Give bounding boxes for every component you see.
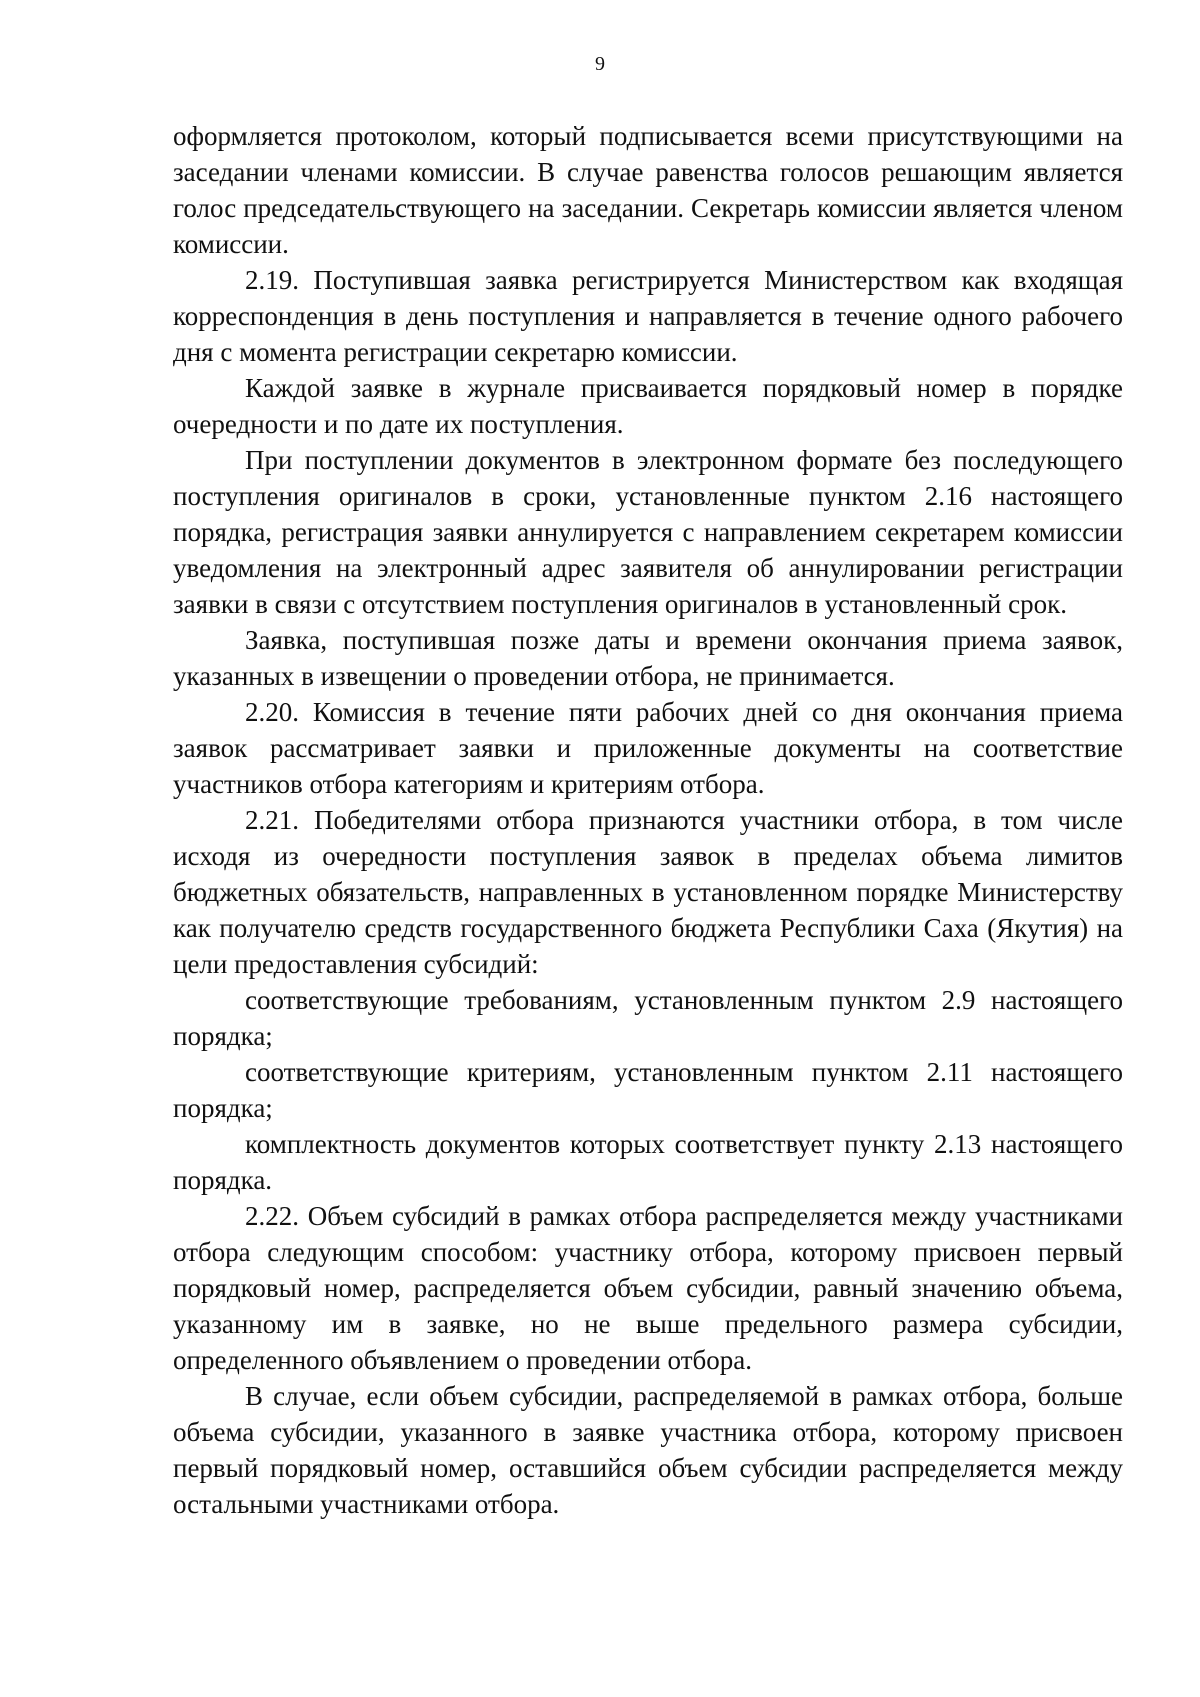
list-item-document-completeness: комплектность документов которых соответствует пункту 2.13 настоящего порядка.: [173, 1129, 1123, 1195]
list-item-criteria: соответствующие критериям, установленным пунктом 2.11 настоящего порядка;: [173, 1057, 1123, 1123]
paragraph-remaining-subsidy: В случае, если объем субсидии, распределяемой в рамках отбора, больше объема субсидии, указанного в заявке участника отбора, которому присвоен первый порядковый номер, оставшийся объем субсидии распределяется между остальными участниками отбора.: [173, 1381, 1123, 1519]
paragraph-clause-2-21: 2.21. Победителями отбора признаются участники отбора, в том числе исходя из очередности поступления заявок в пределах объема лимитов бюджетных обязательств, направленных в установленном порядке Министерству как получателю средств государственного бюджета Республики Саха (Якутия) на цели предоставления субсидий:: [173, 805, 1123, 979]
document-body: [173, 118, 1123, 1522]
page-number: 9: [595, 53, 605, 75]
paragraph-late-submission: Заявка, поступившая позже даты и времени окончания приема заявок, указанных в извещении о проведении отбора, не принимается.: [173, 625, 1123, 691]
paragraph-clause-2-19: 2.19. Поступившая заявка регистрируется Министерством как входящая корреспонденция в день поступления и направляется в течение одного рабочего дня с момента регистрации секретарю комиссии.: [173, 265, 1123, 367]
paragraph-electronic-submission: При поступлении документов в электронном формате без последующего поступления оригиналов в сроки, установленные пунктом 2.16 настоящего порядка, регистрация заявки аннулируется с направлением секретарем комиссии уведомления на электронный адрес заявителя об аннулировании регистрации заявки в связи с отсутствием поступления оригиналов в установленный срок.: [173, 445, 1123, 619]
paragraph-clause-2-20: 2.20. Комиссия в течение пяти рабочих дней со дня окончания приема заявок рассматривает заявки и приложенные документы на соответствие участников отбора категориям и критериям отбора.: [173, 697, 1123, 799]
paragraph-clause-2-22: 2.22. Объем субсидий в рамках отбора распределяется между участниками отбора следующим способом: участнику отбора, которому присвоен первый порядковый номер, распределяется объем субсидии, равный значению объема, указанному им в заявке, но не выше предельного размера субсидии, определенного объявлением о проведении отбора.: [173, 1201, 1123, 1375]
paragraph-continuation: оформляется протоколом, который подписывается всеми присутствующими на заседании членами комиссии. В случае равенства голосов решающим является голос председательствующего на заседании. Секретарь комиссии является членом комиссии.: [173, 121, 1123, 259]
list-item-requirements: соответствующие требованиям, установленным пунктом 2.9 настоящего порядка;: [173, 985, 1123, 1051]
paragraph-journal-numbering: Каждой заявке в журнале присваивается порядковый номер в порядке очередности и по дате их поступления.: [173, 373, 1123, 439]
